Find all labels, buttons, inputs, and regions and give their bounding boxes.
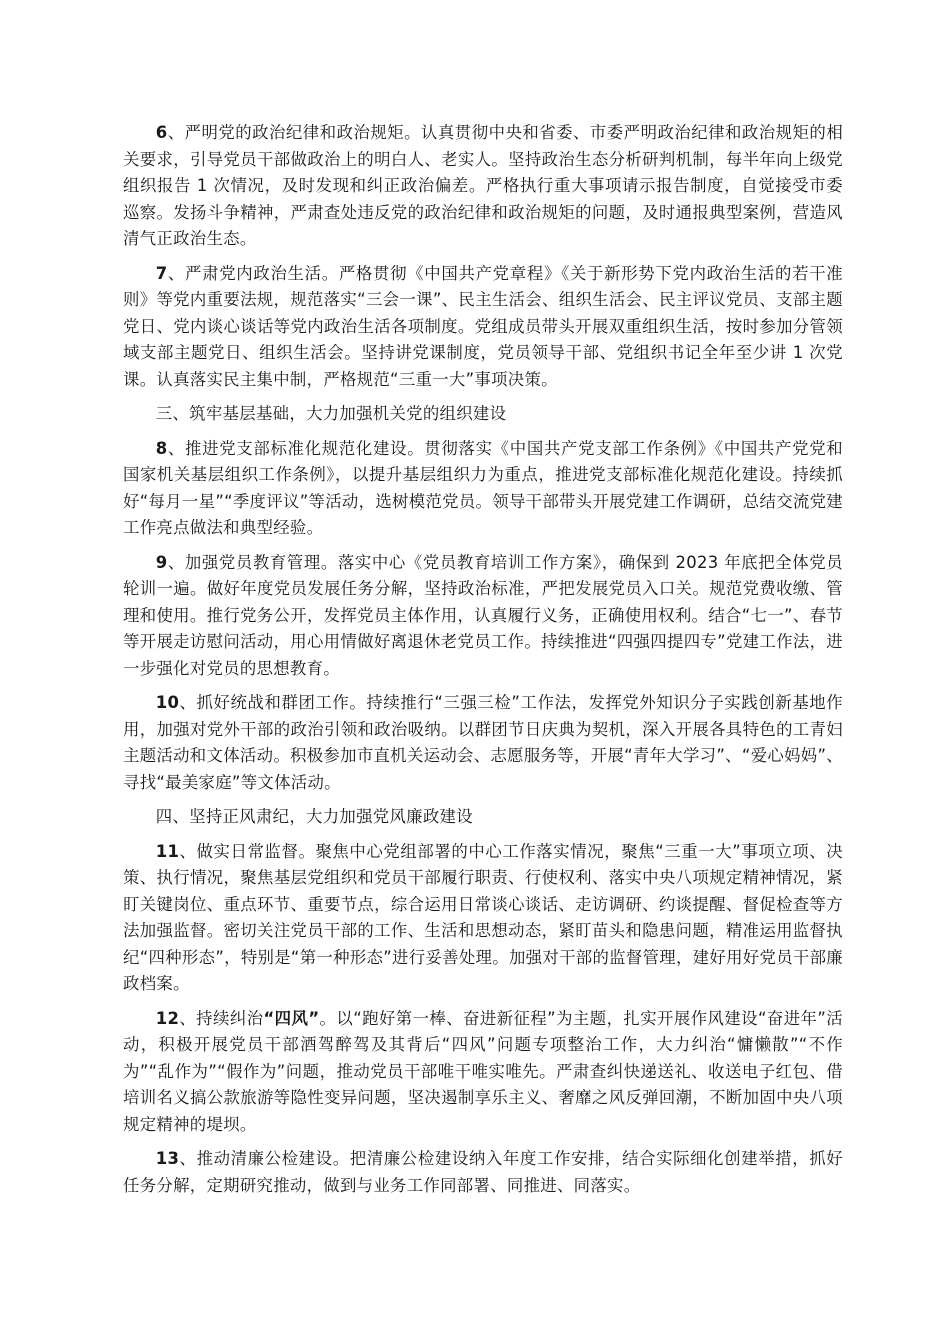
paragraph-item-7 [123,261,843,394]
paragraph-item-6 [123,120,843,253]
item-heading: 、加强党员教育管理。 [167,552,338,572]
item-heading: 、做实日常监督。 [179,841,316,861]
paragraph-item-13 [123,1146,843,1199]
item-number: 11 [155,841,180,861]
item-heading: 、抓好统战和群团工作。 [179,693,367,712]
item-heading: 、推进党支部标准化规范化建设。 [167,438,425,458]
item-number: 9 [155,552,168,572]
item-number: 8 [155,438,168,458]
item-body: 以“跑好第一棒、奋进新征程”为主题，扎实开展作风建设“奋进年”活动，积极开展党员干部酒驾醉驾及其背后“四风”问题专项整治工作，大力纠治“慵懒散”“不作为”“乱作为”“假作为”问题，推动党员干部唯干唯实唯先。严肃查纠快递送礼、收送电子红包、借培训名义搞公款旅游等隐性变异问题，坚决遏制享乐主义、奢靡之风反弹回潮，不断加固中央八项规定精神的堤坝。 [123,1008,843,1134]
item-body: 持续推行“三强三检”工作法，发挥党外知识分子实践创新基地作用，加强对党外干部的政治引领和政治吸纳。以群团节日庆典为契机，深入开展各具特色的工青妇主题活动和文体活动。积极参加市直机关运动会、志愿服务等，开展“青年大学习”、“爱心妈妈”、寻找“最美家庭”等文体活动。 [123,693,843,792]
item-body: 把清廉公检建设纳入年度工作安排，结合实际细化创建举措，抓好任务分解，定期研究推动，做到与业务工作同部署、同推进、同落实。 [123,1149,843,1195]
item-heading: 、持续纠治 [179,1008,264,1028]
item-number: 7 [155,263,168,283]
paragraph-item-10 [123,690,843,796]
item-heading-emphasis: “四风” [263,1008,320,1028]
item-body: 认真贯彻中央和省委、市委严明政治纪律和政治规矩的相关要求，引导党员干部做政治上的明白人、老实人。坚持政治生态分析研判机制，每半年向上级党组织报告 1 次情况，及时发现和纠正政治偏差。严格执行重大事项请示报告制度，自觉接受市委巡察。发扬斗争精神，严肃查处违反党的政治纪律和政治规矩的问题，及时通报典型案例，营造风清气正政治生态。 [123,123,844,248]
item-body: 贯彻落实《中国共产党支部工作条例》《中国共产党党和国家机关基层组织工作条例》，以提升基层组织力为重点，推进党支部标准化规范化建设。持续抓好“每月一星”“季度评议”等活动，选树模范党员。领导干部带头开展党建工作调研，总结交流党建工作亮点做法和典型经验。 [123,438,843,537]
item-heading-end: 。 [319,1008,337,1028]
paragraph-item-8 [123,436,843,542]
section-heading-3: 三、筑牢基层基础，大力加强机关党的组织建设 [155,404,507,423]
item-number: 6 [155,123,168,142]
item-number: 13 [155,1149,180,1168]
item-body: 落实中心《党员教育培训工作方案》，确保到 2023 年底把全体党员轮训一遍。做好年度党员发展任务分解，坚持政治标准，严把发展党员入口关。规范党费收缴、管理和使用。推行党务公开，发挥党员主体作用，认真履行义务，正确使用权利。结合“七一”、春节等开展走访慰问活动，用心用情做好离退休老党员工作。持续推进“四强四提四专”党建工作法，进一步强化对党员的思想教育。 [123,552,843,678]
item-number: 10 [155,693,180,712]
item-heading: 、严肃党内政治生活。 [167,263,339,283]
paragraph-item-12 [123,1006,843,1139]
item-heading: 、严明党的政治纪律和政治规矩。 [167,123,422,142]
item-heading: 、推动清廉公检建设。 [179,1149,350,1168]
item-number: 12 [155,1008,180,1028]
item-body: 聚焦中心党组部署的中心工作落实情况，聚焦“三重一大”事项立项、决策、执行情况，聚焦基层党组织和党员干部履行职责、行使权利、落实中央八项规定精神情况，紧盯关键岗位、重点环节、重要节点，综合运用日常谈心谈话、走访调研、约谈提醒、督促检查等方法加强监督。密切关注党员干部的工作、生活和思想动态，紧盯苗头和隐患问题，精准运用监督执纪“四种形态”，特别是“第一种形态”进行妥善处理。加强对干部的监督管理，建好用好党员干部廉政档案。 [123,841,843,993]
paragraph-item-9 [123,550,843,683]
item-body: 严格贯彻《中国共产党章程》《关于新形势下党内政治生活的若干准则》等党内重要法规，规范落实“三会一课”、民主生活会、组织生活会、民主评议党员、支部主题党日、党内谈心谈话等党内政治生活各项制度。党组成员带头开展双重组织生活，按时参加分管领域支部主题党日、组织生活会。坚持讲党课制度，党员领导干部、党组织书记全年至少讲 1 次党课。认真落实民主集中制，严格规范“三重一大”事项决策。 [123,263,843,389]
section-heading-4: 四、坚持正风肃纪，大力加强党风廉政建设 [155,807,473,826]
paragraph-item-11 [123,839,843,998]
document-page [123,120,843,1207]
